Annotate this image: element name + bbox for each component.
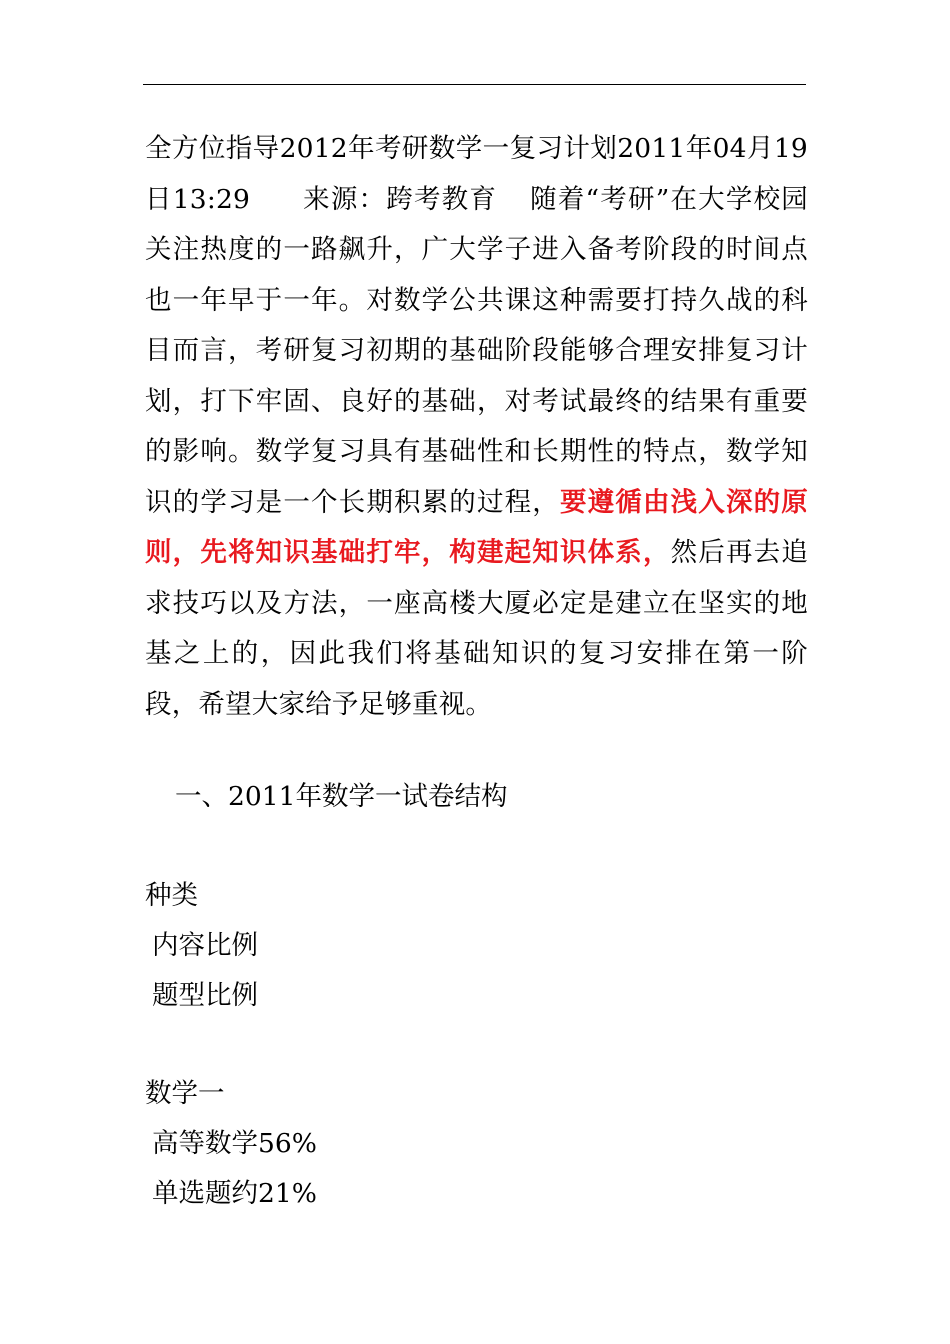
- intro-paragraph: [145, 124, 808, 730]
- intro-text: 随着“考研”在大学校园关注热度的一路飙升，广大学子进入备考阶段的时间点也一年早于一年。对数学公共课这种需要打持久战的科目而言，考研复习初期的基础阶段能够合理安排复习计划，打下牢固、良好的基础，对考试最终的结果有重要的影响。数学复习具有基础性和长期性的特点，数学知识的学习是一个长期积累的过程，: [145, 183, 809, 518]
- table-row-subject: 数学一: [145, 1078, 225, 1109]
- table-header-content-ratio: 内容比例: [152, 930, 258, 961]
- source-label: 来源：跨考教育: [302, 183, 498, 215]
- section-heading: 一、2011年数学一试卷结构: [175, 781, 508, 812]
- conclusion-text: 然后再去追求技巧以及方法，一座高楼大厦必定是建立在坚实的地基之上的，因此我们将基础知识的复习安排在第一阶段，希望大家给予足够重视。: [145, 537, 808, 720]
- table-row-content-ratio: 高等数学56%: [152, 1128, 317, 1159]
- header-rule: [143, 84, 806, 85]
- table-row-question-ratio: 单选题约21%: [152, 1178, 317, 1209]
- highlighted-text: 要遵循由浅入深的原则，先将知识基础打牢，构建起知识体系，: [145, 486, 809, 568]
- title-date-text: 全方位指导2012年考研数学一复习计划2011年04月19日13:29: [145, 133, 808, 215]
- table-header-question-ratio: 题型比例: [152, 980, 258, 1011]
- table-header-category: 种类: [145, 880, 198, 911]
